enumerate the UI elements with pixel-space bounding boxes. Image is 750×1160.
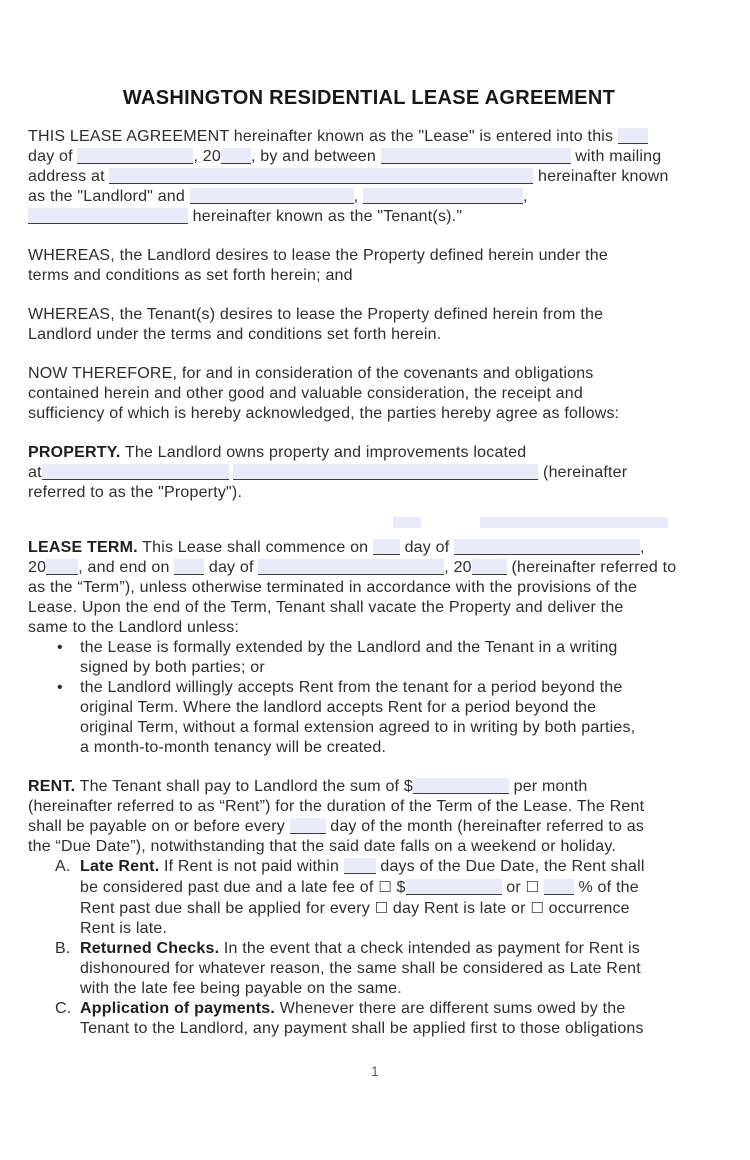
checkbox[interactable]: ☐: [530, 899, 544, 917]
blank-field[interactable]: [28, 208, 188, 224]
text-run: Whenever there are different sums owed by the: [275, 1000, 626, 1017]
blank-field[interactable]: [190, 188, 354, 204]
text-run: or: [501, 879, 526, 896]
list-item-text: [80, 678, 710, 758]
blank-field[interactable]: [290, 818, 326, 834]
list-item-text: [80, 999, 710, 1039]
lease-term-clause: [28, 538, 710, 638]
list-letter: B.: [55, 940, 71, 957]
text-run: day of the month (hereinafter referred to as: [325, 818, 645, 835]
text-run: , 20: [444, 559, 472, 576]
text-run: Rent is late.: [80, 920, 168, 937]
text-run: a month-to-month tenancy will be created.: [80, 739, 387, 756]
text-run: shall be payable on or before every: [28, 818, 290, 835]
blank-field[interactable]: [174, 559, 204, 575]
text-run: dishonoured for whatever reason, the same shall be considered as Late Rent: [80, 960, 641, 977]
text-run: ,: [640, 539, 645, 556]
text-run: as the "Landlord" and: [28, 188, 190, 205]
blank-field[interactable]: [472, 559, 507, 575]
blank-field[interactable]: [221, 148, 251, 164]
text-run: the Landlord willingly accepts Rent from the tenant for a period beyond the: [80, 679, 623, 696]
text-run: sufficiency of which is hereby acknowledged, the parties hereby agree as follows:: [28, 405, 620, 422]
text-run: (hereinafter referred to as “Rent”) for the duration of the Term of the Lease. The Rent: [28, 798, 645, 815]
text-run: days of the Due Date, the Rent shall: [375, 858, 645, 875]
text-run: at: [28, 464, 42, 481]
text-run: (hereinafter referred to: [506, 559, 677, 576]
document-title: WASHINGTON RESIDENTIAL LEASE AGREEMENT: [122, 87, 616, 109]
blank-field[interactable]: [618, 128, 648, 144]
clause-heading: Returned Checks.: [80, 940, 220, 957]
now-therefore-paragraph: [28, 364, 710, 424]
intro-paragraph: [28, 127, 710, 227]
blank-field[interactable]: [413, 778, 509, 794]
text-run: signed by both parties; or: [80, 659, 265, 676]
blank-field[interactable]: [42, 464, 229, 480]
text-run: % of the: [573, 879, 639, 896]
text-run: This Lease shall commence on: [137, 539, 373, 556]
blank-field[interactable]: [406, 879, 502, 895]
property-clause: [28, 443, 710, 503]
returned-checks-item: [28, 939, 710, 999]
rent-clause: [28, 777, 710, 857]
whereas-tenant-paragraph: [28, 305, 710, 345]
text-run: address at: [28, 168, 110, 185]
text-run: The Landlord owns property and improvements located: [120, 444, 527, 461]
text-run: The Tenant shall pay to Landlord the sum of $: [75, 778, 413, 795]
text-run: ,: [353, 188, 363, 205]
bullet-item-formal-extension: [28, 638, 710, 678]
text-run: same to the Landlord unless:: [28, 619, 240, 636]
checkbox[interactable]: ☐: [374, 899, 389, 917]
blank-field[interactable]: [258, 559, 444, 575]
text-run: , by and between: [250, 148, 381, 165]
blank-field[interactable]: [77, 148, 193, 164]
blank-field[interactable]: [454, 539, 640, 555]
field-highlight-artifact: [480, 517, 668, 528]
page-number: 1: [371, 1064, 379, 1079]
text-run: WHEREAS, the Landlord desires to lease the Property defined herein under the: [28, 247, 608, 264]
text-run: with mailing: [570, 148, 662, 165]
text-run: ,: [522, 188, 528, 205]
text-run: hereinafter known as the "Tenant(s).": [188, 208, 463, 225]
text-run: day of: [399, 539, 454, 556]
blank-field[interactable]: [344, 858, 376, 874]
text-run: Landlord under the terms and conditions set forth herein.: [28, 326, 442, 343]
text-run: occurrence: [543, 900, 630, 917]
list-item-text: [80, 638, 710, 678]
text-run: NOW THEREFORE, for and in consideration of the covenants and obligations: [28, 365, 594, 382]
clause-heading: PROPERTY.: [28, 444, 121, 461]
text-run: , and end on: [78, 559, 175, 576]
document-body: [28, 127, 710, 1039]
blank-field[interactable]: [109, 168, 533, 184]
blank-field[interactable]: [363, 188, 523, 204]
list-item-text: [80, 857, 710, 939]
text-run: per month: [508, 778, 588, 795]
field-highlight-artifact: [393, 517, 421, 528]
text-run: , 20: [193, 148, 221, 165]
clause-heading: Late Rent.: [80, 858, 160, 875]
text-run: contained herein and other good and valuable consideration, the receipt and: [28, 385, 583, 402]
text-run: be considered past due and a late fee of: [80, 879, 379, 896]
checkbox[interactable]: ☐: [378, 878, 392, 896]
application-of-payments-item: [28, 999, 710, 1039]
list-letter: C.: [55, 1000, 72, 1017]
whereas-landlord-paragraph: [28, 246, 710, 286]
blank-field[interactable]: [373, 539, 400, 555]
text-run: THIS LEASE AGREEMENT hereinafter known as the "Lease" is entered into this: [28, 128, 618, 145]
list-letter: A.: [55, 858, 71, 875]
lease-term-bullet-list: [28, 638, 710, 758]
blank-field[interactable]: [233, 464, 538, 480]
blank-field[interactable]: [46, 559, 78, 575]
text-run: terms and conditions as set forth herein; and: [28, 267, 353, 284]
text-run: $: [391, 879, 406, 896]
text-run: hereinafter known: [533, 168, 669, 185]
text-run: the Lease is formally extended by the Landlord and the Tenant in a writing: [80, 639, 618, 656]
checkbox[interactable]: ☐: [525, 878, 540, 896]
text-run: the “Due Date”), notwithstanding that the said date falls on a weekend or holiday.: [28, 838, 617, 855]
text-run: (hereinafter: [538, 464, 628, 481]
bullet-icon: •: [57, 639, 63, 656]
late-rent-item: [28, 857, 710, 939]
text-run: as the “Term”), unless otherwise terminated in accordance with the provisions of the: [28, 579, 638, 596]
list-item-text: [80, 939, 710, 999]
text-run: day of: [28, 148, 78, 165]
blank-field[interactable]: [544, 879, 574, 895]
text-run: 20: [28, 559, 47, 576]
text-run: referred to as the "Property").: [28, 484, 243, 501]
clause-heading: Application of payments.: [80, 1000, 276, 1017]
blank-field[interactable]: [381, 148, 571, 164]
text-run: with the late fee being payable on the same.: [80, 980, 402, 997]
clause-heading: LEASE TERM.: [28, 539, 138, 556]
text-run: WHEREAS, the Tenant(s) desires to lease the Property defined herein from the: [28, 306, 604, 323]
text-run: original Term, without a formal extension agreed to in writing by both parties,: [80, 719, 636, 736]
bullet-icon: •: [57, 679, 63, 696]
text-run: day of: [204, 559, 259, 576]
bullet-item-willing-acceptance: [28, 678, 710, 758]
text-run: day Rent is late or: [388, 900, 531, 917]
text-run: Lease. Upon the end of the Term, Tenant shall vacate the Property and deliver the: [28, 599, 624, 616]
text-run: In the event that a check intended as payment for Rent is: [219, 940, 640, 957]
text-run: If Rent is not paid within: [159, 858, 344, 875]
clause-heading: RENT.: [28, 778, 76, 795]
rent-subclause-list: [28, 857, 710, 1039]
text-run: Tenant to the Landlord, any payment shall be applied first to those obligations: [80, 1020, 644, 1037]
text-run: original Term. Where the landlord accepts Rent for a period beyond the: [80, 699, 597, 716]
text-run: Rent past due shall be applied for every: [80, 900, 375, 917]
